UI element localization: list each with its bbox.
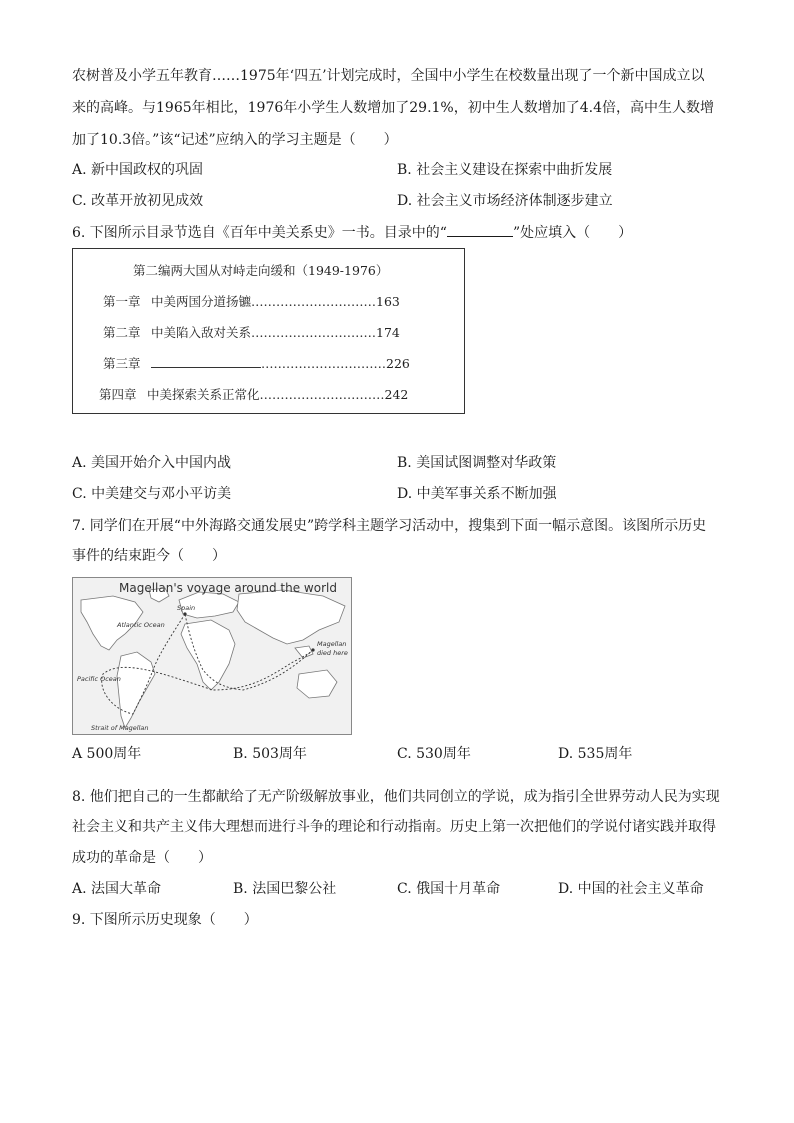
q5-option-a[interactable]: A. 新中国政权的巩固 xyxy=(72,162,204,178)
toc-page-number: 226 xyxy=(386,356,410,371)
toc-dots: ………………………… xyxy=(251,325,377,340)
map-label-magellan-died-1: Magellan xyxy=(317,640,347,648)
q6-answer-blank xyxy=(447,222,513,237)
map-title: Magellan's voyage around the world xyxy=(119,581,337,595)
q7-option-c[interactable]: C. 530周年 xyxy=(397,746,471,762)
map-label-atlantic: Atlantic Ocean xyxy=(117,621,165,629)
q7-option-a[interactable]: A 500周年 xyxy=(72,746,142,762)
toc-chapter: 第三章 xyxy=(103,356,141,371)
toc-row xyxy=(103,292,400,310)
map-label-pacific: Pacific Ocean xyxy=(77,675,121,683)
toc-dots: ………………………… xyxy=(261,356,386,371)
toc-chapter: 第二章 xyxy=(103,325,141,340)
q7-option-d[interactable]: D. 535周年 xyxy=(558,746,633,762)
toc-dots: ………………………… xyxy=(259,387,385,402)
q7-stem-line-2: 事件的结束距今（ ） xyxy=(72,548,226,564)
q7-stem-line-1: 7. 同学们在开展“中外海路交通发展史”跨学科主题学习活动中，搜集到下面一幅示意图。该图所示历史 xyxy=(72,518,707,534)
q5-stem-line-1: 农树普及小学五年教育……1975年‘四五’计划完成时，全国中小学生在校数量出现了一个新中国成立以 xyxy=(72,68,705,84)
q6-option-c[interactable]: C. 中美建交与邓小平访美 xyxy=(72,486,232,502)
q5-option-c[interactable]: C. 改革开放初见成效 xyxy=(72,193,204,209)
toc-row xyxy=(103,354,410,372)
toc-row xyxy=(99,385,408,403)
toc-page-number: 174 xyxy=(376,325,400,340)
q8-option-d[interactable]: D. 中国的社会主义革命 xyxy=(558,881,704,897)
q6-option-b[interactable]: B. 美国试图调整对华政策 xyxy=(397,455,557,471)
q8-stem-line-1: 8. 他们把自己的一生都献给了无产阶级解放事业，他们共同创立的学说，成为指引全世界劳动人民为实现 xyxy=(72,789,720,805)
toc-blank-line xyxy=(151,355,261,368)
toc-page-number: 163 xyxy=(376,294,400,309)
q8-option-a[interactable]: A. 法国大革命 xyxy=(72,881,162,897)
toc-page-number: 242 xyxy=(384,387,409,402)
q5-stem-line-2: 来的高峰。与1965年相比，1976年小学生人数增加了29.1%，初中生人数增加了4.4倍，高中生人数增 xyxy=(72,100,714,116)
q8-stem-line-3: 成功的革命是（ ） xyxy=(72,850,212,866)
q6-stem-after: ”处应填入（ ） xyxy=(512,225,633,241)
q8-option-b[interactable]: B. 法国巴黎公社 xyxy=(233,881,337,897)
toc-dots: ………………………… xyxy=(251,294,377,309)
q9-stem-line-1: 9. 下图所示历史现象（ ） xyxy=(72,912,258,928)
toc-box xyxy=(72,248,465,414)
q8-option-c[interactable]: C. 俄国十月革命 xyxy=(397,881,501,897)
q8-stem-line-2: 社会主义和共产主义伟大理想而进行斗争的理论和行动指南。历史上第一次把他们的学说付诸实践并取得 xyxy=(72,819,716,835)
world-map-drawing xyxy=(73,578,352,735)
toc-chapter: 第四章 xyxy=(99,387,137,402)
map-label-strait: Strait of Magellan xyxy=(91,724,149,732)
toc-title: 中美陷入敌对关系 xyxy=(151,325,252,340)
q6-stem xyxy=(72,222,632,243)
q5-stem-line-3: 加了10.3倍。”该“记述”应纳入的学习主题是（ ） xyxy=(72,132,398,148)
toc-chapter: 第一章 xyxy=(103,294,141,309)
q7-option-b[interactable]: B. 503周年 xyxy=(233,746,307,762)
toc-heading: 第二编两大国从对峙走向缓和（1949-1976） xyxy=(133,263,389,278)
map-label-spain: Spain xyxy=(177,604,196,612)
toc-title: 中美探索关系正常化 xyxy=(147,387,260,402)
q5-option-b[interactable]: B. 社会主义建设在探索中曲折发展 xyxy=(397,162,613,178)
q6-option-d[interactable]: D. 中美军事关系不断加强 xyxy=(397,486,557,502)
magellan-voyage-map xyxy=(72,577,352,735)
map-label-magellan-died-2: died here xyxy=(317,649,348,657)
q6-stem-before: 6. 下图所示目录节选自《百年中美关系史》一书。目录中的“ xyxy=(72,225,447,241)
toc-title: 中美两国分道扬镳 xyxy=(151,294,252,309)
q5-option-d[interactable]: D. 社会主义市场经济体制逐步建立 xyxy=(397,193,613,209)
q6-option-a[interactable]: A. 美国开始介入中国内战 xyxy=(72,455,232,471)
toc-row xyxy=(103,323,400,341)
